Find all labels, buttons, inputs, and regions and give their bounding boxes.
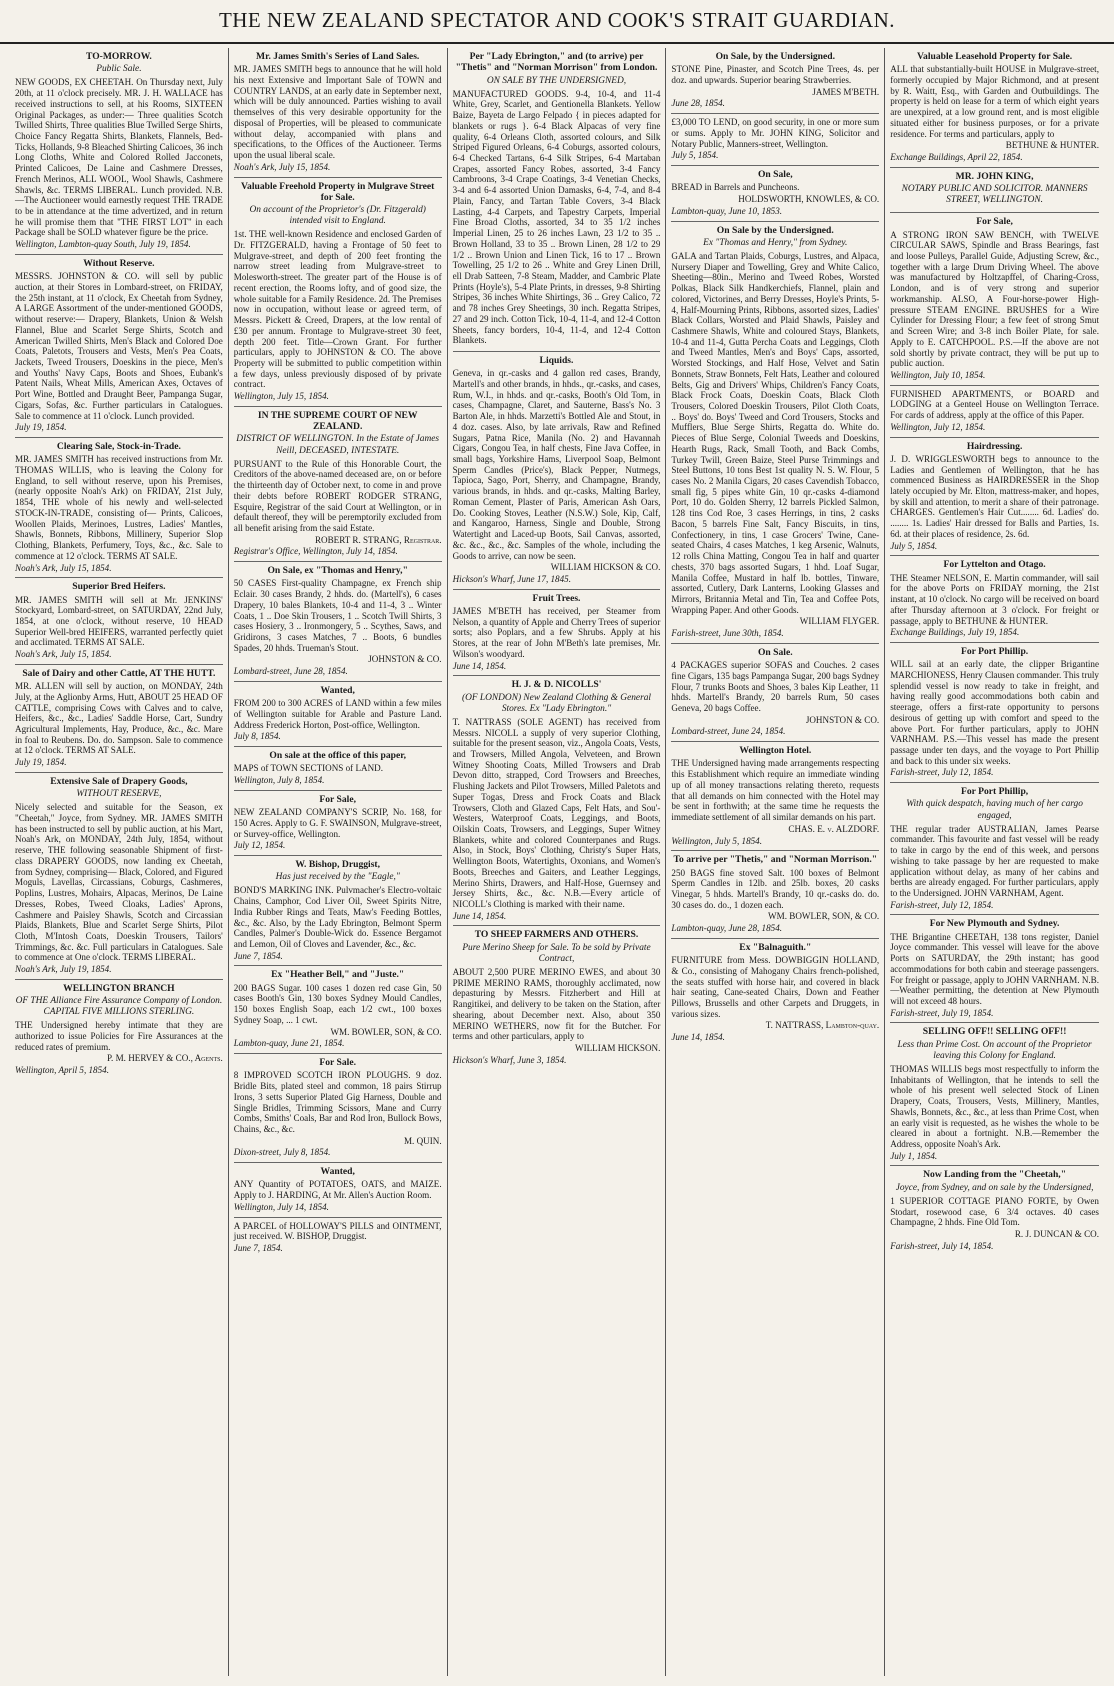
ad-subheading: Joyce, from Sydney, and on sale by the Undersigned, bbox=[895, 1182, 1094, 1193]
advertisement bbox=[890, 643, 1099, 783]
advertisement bbox=[890, 438, 1099, 557]
ad-dateline: July 12, 1854. bbox=[233, 840, 286, 851]
ad-dateline: July 8, 1854. bbox=[233, 731, 281, 742]
ad-dateline: Noah's Ark, July 15, 1854. bbox=[233, 161, 331, 172]
column-2 bbox=[229, 48, 448, 1676]
ad-dateline: July 1, 1854. bbox=[890, 1150, 938, 1161]
advertisement bbox=[890, 168, 1099, 214]
ad-signature: R. J. DUNCAN & CO. bbox=[1014, 1229, 1099, 1239]
advertisement bbox=[890, 1023, 1099, 1166]
ad-heading: For Lyttelton and Otago. bbox=[943, 559, 1046, 571]
advertisement bbox=[671, 222, 879, 644]
ad-body: THE Undersigned hereby intimate that they are authorized to issue Policies for Fire Assurances at the reduced rates of premium. bbox=[15, 1020, 223, 1052]
ad-heading: On Sale by the Undersigned. bbox=[716, 224, 834, 236]
ad-heading: W. Bishop, Druggist, bbox=[295, 859, 381, 870]
ad-subheading: OF THE Alliance Fire Assurance Company of London. CAPITAL FIVE MILLIONS STERLING. bbox=[15, 996, 223, 1018]
ad-body: THE Steamer NELSON, E. Martin commander, will sail for the above Ports on FRIDAY morning, the 21st instant, at 10 o'clock. No cargo will be received on board after Thursday afternoon at 3 o'clock. For freight or passage, apply to BETHUNE & HUNTER. bbox=[890, 572, 1099, 626]
advertisement bbox=[671, 48, 879, 114]
ad-dateline: June 7, 1854. bbox=[233, 950, 283, 961]
ad-dateline: June 14, 1854. bbox=[671, 1032, 725, 1043]
ad-subheading: DISTRICT OF WELLINGTON. In the Estate of James Neill, DECEASED, INTESTATE. bbox=[236, 434, 440, 456]
ad-dateline: Wellington, Lambton-quay South, July 19, 1854. bbox=[15, 239, 191, 250]
ad-dateline: Exchange Buildings, July 19, 1854. bbox=[890, 627, 1020, 638]
ad-body: MAPS of TOWN SECTIONS of LAND. bbox=[233, 763, 384, 774]
advertisement bbox=[671, 114, 879, 166]
ad-dateline: Lambton-quay, June 10, 1853. bbox=[671, 205, 783, 216]
ad-dateline: Farish-street, July 12, 1854. bbox=[890, 767, 994, 778]
ad-heading: For Sale, bbox=[319, 793, 356, 805]
advertisement bbox=[453, 48, 661, 352]
advertisement-columns bbox=[10, 48, 1104, 1676]
ad-dateline: Lambton-quay, June 28, 1854. bbox=[671, 923, 783, 934]
ad-dateline: July 5, 1854. bbox=[890, 540, 938, 551]
ad-body: NEW GOODS, EX CHEETAH. On Thursday next, July 20th, at 11 o'clock precisely. MR. J. H. WALLACE has received instructions to sell, at his Rooms, SIXTEEN Original Packages, as under:— Three qualities Scotch Twilled Shirts, Three qualities Blue Twilled Serge Shirts, Choice Fancy Regatta Shirts, Blankets, Flannels, Bed-Ticks, Hollands, 9-8 Bleached Shirting Calicoes, 36 inch Long Cloths, White and Colored Rolled Jacconets, Printed Calicoes, De Laine and Cashmere Dresses, French Merinos, ALL WOOL, Wool Shawls, Cashmere Shawls, &c. TERMS LIBERAL. Lunch provided. N.B.—The Auctioneer would earnestly request THE TRADE to be in attendance at the time advertized, and in return he will promise them that "THE FIRST LOT" in each Package shall be SOLD whatever figure be the price. bbox=[15, 77, 223, 238]
ad-dateline: Wellington, July 15, 1854. bbox=[233, 391, 329, 402]
ad-heading: On Sale, ex "Thomas and Henry," bbox=[267, 565, 408, 577]
advertisement bbox=[15, 980, 223, 1080]
ad-heading: Ex "Balnaguith." bbox=[739, 941, 812, 953]
advertisement bbox=[15, 665, 223, 773]
ad-body: NEW ZEALAND COMPANY'S SCRIP, No. 168, for 150 Acres. Apply to G. F. SWAINSON, Mulgrave-street, or Survey-office, Wellington. bbox=[233, 807, 442, 839]
ad-heading: To arrive per "Thetis," and "Norman Morrison." bbox=[673, 854, 878, 866]
ad-body: STONE Pine, Pinaster, and Scotch Pine Trees, 4s. per doz. and upwards. Superior bearing Strawberries. bbox=[671, 64, 880, 86]
advertisement bbox=[453, 676, 661, 926]
column-3 bbox=[448, 48, 667, 1676]
ad-heading: On sale at the office of this paper, bbox=[269, 750, 406, 762]
ad-body: J. D. WRIGGLESWORTH begs to announce to the Ladies and Gentlemen of Wellington, that he has commenced Business as HAIRDRESSER in the Shop lately occupied by Mr. Elton, mattress-maker, and hopes, by skill and attention, to merit a share of their patronage. CHARGES. Gentlemen's Hair Cut........ 6d. Ladies' do. ........ 1s. Ladies' Hair dressed for Balls and Parties, 1s. 6d. at their places of residence, 2s. 6d. bbox=[890, 453, 1099, 539]
advertisement bbox=[890, 556, 1099, 643]
ad-heading: Clearing Sale, Stock-in-Trade. bbox=[56, 441, 181, 452]
ad-body: THOMAS WILLIS begs most respectfully to inform the Inhabitants of Wellington, that he intends to sell the whole of his present well selected Stock of Linen Drapery, Coats, Trousers, Vests, Millinery, Mantles, Shawls, Bonnets, &c., &c., at less than Prime Cost, when an early visit is requested, as he wishes the whole to be cleared in about a fortnight. N.B.—Remember the Address, opposite Noah's Ark. bbox=[890, 1063, 1099, 1149]
advertisement bbox=[890, 386, 1099, 438]
ad-heading: WELLINGTON BRANCH bbox=[63, 982, 175, 994]
masthead bbox=[0, 0, 1114, 44]
ad-signature: CHAS. E. v. ALZDORF. bbox=[788, 823, 880, 834]
ad-body: MR. JAMES SMITH begs to announce that he will hold his next Extensive and Important Sale of TOWN and COUNTRY LANDS, at an early date in September next, which will be duly announced. Parties wishing to avail themselves of this very desirable opportunity for the disposal of Properties, will be pleased to communicate without delay, accompanied with plans and specifications, to the Offices of the Auctioneer. Terms upon the usual liberal scale. bbox=[233, 64, 442, 161]
ad-heading: Sale of Dairy and other Cattle, AT THE HUTT. bbox=[22, 667, 216, 679]
newspaper-title: THE NEW ZEALAND SPECTATOR AND COOK'S STRAIT GUARDIAN. bbox=[218, 8, 896, 32]
ad-body: MR. JAMES SMITH will sell at Mr. JENKINS' Stockyard, Lombard-street, on SATURDAY, 22nd July, 1854, at one o'clock, without reserve, 10 HEAD Superior Well-bred HEIFERS, warranted perfectly quiet and acclimated. TERMS AT SALE. bbox=[15, 594, 223, 648]
ad-body: FROM 200 to 300 ACRES of LAND within a few miles of Wellington suitable for Arable and Pasture Land. Address Frederick Horton, Post-office, Wellington. bbox=[233, 698, 442, 730]
ad-dateline: Hickson's Wharf, June 17, 1845. bbox=[452, 573, 571, 584]
ad-subheading: NOTARY PUBLIC AND SOLICITOR. MANNERS STREET, WELLINGTON. bbox=[901, 184, 1088, 206]
advertisement bbox=[671, 742, 879, 851]
advertisement bbox=[890, 783, 1099, 915]
ad-body: 4 PACKAGES superior SOFAS and Couches. 2 cases fine Cigars, 135 bags Pampanga Sugar, 200 bags Sydney Flour, 7 trunks Boots and Shoes, 3 bales Kip Leather, 11 hhds. Martell's Brandy, 20 barrels Rum, 50 cases Geneva, 20 bags Coffee. bbox=[671, 660, 880, 713]
ad-heading: H. J. & D. NICOLLS' bbox=[511, 679, 602, 691]
ad-dateline: Registrar's Office, Wellington, July 14, 1854. bbox=[233, 546, 398, 557]
ad-signature: M. QUIN. bbox=[403, 1135, 442, 1146]
ad-heading: Per "Lady Ebrington," and (to arrive) per "Thetis" and "Norman Morrison" from London. bbox=[455, 51, 658, 74]
ad-dateline: Wellington, July 10, 1854. bbox=[890, 369, 986, 380]
ad-dateline: Exchange Buildings, April 22, 1854. bbox=[890, 152, 1023, 163]
ad-signature: WILLIAM HICKSON. bbox=[575, 1042, 661, 1053]
ad-signature: WM. BOWLER, SON, & CO. bbox=[768, 911, 880, 922]
ad-heading: MR. JOHN KING, bbox=[955, 170, 1034, 182]
ad-subheading: Public Sale. bbox=[96, 64, 142, 75]
advertisement bbox=[15, 773, 223, 980]
ad-heading: Valuable Freehold Property in Mulgrave Street for Sale. bbox=[241, 180, 435, 203]
advertisement bbox=[671, 939, 879, 1047]
ad-dateline: July 5, 1854. bbox=[671, 150, 719, 161]
ad-heading: Without Reserve. bbox=[83, 257, 155, 269]
ad-subheading: Has just received by the "Eagle," bbox=[275, 872, 400, 883]
advertisement bbox=[234, 1218, 442, 1258]
ad-heading: On Sale, bbox=[757, 169, 793, 181]
ad-body: GALA and Tartan Plaids, Coburgs, Lustres, and Alpaca, Nursery Diaper and Towelling, Grey and White Calico, Sheeting—80in., Merino and Tweed Robes, Worsted Polkas, Black Silk Handkerchiefs, Flannel, plain and colored, Victorines, and Berry Dresses, Hoyle's Prints, 5-4, Half-Mourning Prints, Ribbons, assorted sizes, Ladies' Black Collars, Worsted and Plaid Shawls, Paisley and Cashmere Shawls, White and coloured Stays, Blankets, 10-4 and 11-4, Gutta Percha Coats and Leggings, Cloth and Tweed Mantles, Men's and Boys' Caps, assorted, Worsted Stockings, and Half Hose, Velvet and Satin Bonnets, Straw Bonnets, Felt Hats, Leather and coloured Belts, Gig and Drivers' Whips, Children's Fancy Coats, Black Frock Coats, Doeskin Coats, Black Cloth Trousers, Colored Doeskin Trousers, Pilot Cloth Coats, .. Boys' do. Boys' Tweed and Cord Trousers, Stocks and Mufflers, Blue Serge Shirts, Regatta do. White do. Pieces of Blue Serge, Colonial Tweeds and Doeskins, Hearth Rugs, Rack, Small Tooth, and Back Combs, Turkey Twill, Green Baize, Steel Purse Trimmings and Steel Buttons, 10 tons Best 1st quality N. S. W. Flour, 5 cases No. 2 Manila Cigars, 20 cases Cavendish Tobacco, small fig, 5 pipes white Gin, 10 qr.-casks 4-diamond Port, 10 do. Golden Sherry, 12 barrels Pickled Salmon, 128 tins Cod Roe, 3 cases Herrings, in tins, 2 casks Bacon, 5 barrels Fine Salt, Fancy Biscuits, in tins, Confectionery, in tins, 1 case Grocers' Twine, Cane-seated Chairs, 4 cases Matches, 1 keg Arsenic, Walnuts, 12 rolls China Matting, Congou Tea in half and quarter chests, 370 bags assorted Sugars, 1 hhd. Loaf Sugar, Manila Coffee, Mustard in half lb. bottles, Tinware, assorted, Cutlery, Dark Lanterns, Looking Glasses and Mirrors, Britannia Metal and Tin, Tea and Coffee Pots, Wrapping Paper. And other Goods. bbox=[671, 250, 880, 615]
ad-dateline: Wellington, July 5, 1854. bbox=[671, 835, 762, 846]
advertisement bbox=[234, 178, 442, 407]
ad-heading: Liquids. bbox=[539, 354, 574, 366]
advertisement bbox=[234, 562, 442, 682]
advertisement bbox=[671, 166, 879, 221]
ad-subheading: ON SALE BY THE UNDERSIGNED, bbox=[486, 75, 627, 86]
ad-body: BOND'S MARKING INK. Pulvmacher's Electro-voltaic Chains, Camphor, Cod Liver Oil, Sweet Spirits Nitre, India Rubber Rings and Teats, Maw's Feeding Bottles, &c., &c. Also, by the Lady Ebrington, Belmont Sperm Candles, Palmer's Double-Wick do. Essence Bergamot and Lemon, Oil of Cloves and Lavender, &c., &c. bbox=[233, 885, 442, 949]
ad-dateline: Farish-street, June 30th, 1854. bbox=[671, 628, 784, 639]
ad-body: ANY Quantity of POTATOES, OATS, and MAIZE. Apply to J. HARDING, At Mr. Allen's Auction Room. bbox=[233, 1179, 442, 1201]
ad-dateline: Wellington, April 5, 1854. bbox=[15, 1065, 109, 1076]
ad-signature: WILLIAM FLYGER. bbox=[799, 616, 880, 627]
ad-heading: Wellington Hotel. bbox=[739, 745, 812, 757]
ad-subheading: With quick despatch, having much of her cargo engaged, bbox=[906, 799, 1083, 821]
ad-heading: Fruit Trees. bbox=[532, 592, 581, 604]
ad-body: THE regular trader AUSTRALIAN, James Pearse commander. This favourite and fast vessel will be ready to take in cargo by the end of this week, and persons wishing to take passage by her are requested to make application without delay, as many of her cabins and berths are already engaged. For further particulars, apply to the Undersigned. JOHN VARNHAM, Agent. bbox=[890, 823, 1099, 898]
ad-dateline: Lombard-street, June 24, 1854. bbox=[671, 726, 786, 737]
ad-heading: For New Plymouth and Sydney. bbox=[929, 918, 1060, 930]
ad-body: 250 BAGS fine stoved Salt. 100 boxes of Belmont Sperm Candles in 12lb. and 25lb. boxes, 20 casks Vinegar, 5 hhds. Martell's Brandy, 10 qr.-casks do. do. 30 cases do. do., 1 dozen each. bbox=[671, 867, 880, 910]
ad-heading: Wanted, bbox=[320, 684, 355, 696]
ad-body: A PARCEL of HOLLOWAY'S PILLS and OINTMENT, just received. W. BISHOP, Druggist. bbox=[233, 1220, 442, 1242]
ad-heading: For Sale. bbox=[319, 1057, 356, 1069]
ad-heading: Now Landing from the "Cheetah," bbox=[923, 1169, 1067, 1181]
advertisement bbox=[15, 48, 223, 255]
ad-heading: SELLING OFF!! SELLING OFF!! bbox=[922, 1026, 1067, 1038]
ad-heading: Wanted, bbox=[320, 1166, 355, 1178]
ad-body: Geneva, in qr.-casks and 4 gallon red cases, Brandy, Martell's and other brands, in hhds., qr.-casks, and cases, Rum, W.I., in hhds. and qr.-casks, Booth's Old Tom, in cases, Champagne, Claret, and Sauterne, Bass's No. 3 Barton Ale, in hhds. Marzetti's Bottled Ale and Stout, in 4 doz. cases. Also, by late arrivals, Raw and Refined Sugars, Patna Rice, Manila (No. 2) and Havannah Cigars, Congou Tea, in half chests, Fine Java Coffee, in small bags, Yorkshire Hams, Liverpool Soap, Belmont Sperm Candles (Price's), Black Pepper, Nutmegs, Tapioca, Sago, Port, Sherry, and Champagne, Brandy, various brands, in hhds. and qr.-casks, Malting Barley, Roman Cement, Plaster of Paris, American Ash Oars, Do. Cooking Stoves, Leather (N.S.W.) Sole, Kip, Calf, and Kangaroo, Harness, Single and Double, Strong Watertight and Laced-up Boots, Sail Canvas, assorted, &c. &c., &c., &c. Samples of the whole, including the Goods to arrive, can now be seen. bbox=[452, 368, 661, 561]
ad-dateline: Wellington, July 14, 1854. bbox=[233, 1201, 329, 1212]
ad-dateline: Wellington, July 8, 1854. bbox=[233, 775, 325, 786]
ad-signature: T. NATTRASS, Lambton-quay. bbox=[765, 1020, 880, 1031]
advertisement bbox=[453, 926, 661, 1069]
ad-heading: For Port Phillip. bbox=[960, 645, 1029, 657]
ad-heading: On Sale. bbox=[757, 646, 793, 658]
advertisement bbox=[890, 915, 1099, 1023]
advertisement bbox=[890, 213, 1099, 385]
ad-dateline: June 14, 1854. bbox=[452, 910, 507, 921]
ad-body: 1st. THE well-known Residence and enclosed Garden of Dr. FITZGERALD, having a Frontage of 50 feet to Mulgrave-street, and depth of 200 feet fronting the narrow street leading from Mulgrave-street to Molesworth-street. The greater part of the House is of recent erection, the Rooms lofty, and of good size, the whole suitable for a Family Residence. 2d. The Premises now in occupation, without lease or agreed term, of Messrs. Pickett & Creed, Drapers, at the low rental of £30 per annum. Frontage to Mulgrave-street 30 feet, depth 200 feet. Title—Crown Grant. For further particulars, apply to JOHNSTON & CO. The above Property will be submitted to public competition within a few days, unless previously disposed of by private contract. bbox=[233, 229, 442, 390]
advertisement bbox=[234, 856, 442, 966]
ad-dateline: Noah's Ark, July 15, 1854. bbox=[15, 649, 112, 660]
ad-dateline: June 28, 1854. bbox=[671, 98, 725, 109]
advertisement bbox=[15, 255, 223, 438]
ad-body: MANUFACTURED GOODS. 9-4, 10-4, and 11-4 White, Grey, Scarlet, and Gentionella Blankets. Yellow Baize, Bayeta de Largo Felpado { in pieces adapted for blankets or rugs }. 6-4 Black Alpacas of very fine quality, 6-4 Orleans Cloth, assorted colours, and Silk Striped Figured Orleans, 6-4 Coburgs, assorted colours, 6-4 Checked Tartans, 6-4 Silk Stripes, 6-4 Martaban Crapes, assorted Fancy Robes, assorted, 3-4 Fancy Cambroons, 3-4 Crape Coatings, 3-4 Venetian Checks, 3-4 and 6-4 assorted Union Damasks, 6-4, 7-4, and 8-4 Plain, Fancy, and Tartan Table Covers, 3-4 Black Lasting, 4-4 Carpets, and Tapestry Carpets, Imperial Fine Broad Cloths, assorted, 34 to 35 1/2 inches Imperial Linen, 25 to 26 inches Lawn, 23 1/2 to 35 .. Brown Holland, 33 to 35 .. Brown Linen, 28 1/2 to 29 1/2 .. Brown Union and Linen Tick, 16 to 17 .. Brown Towelling, 25 1/2 to 26 .. White and Grey Linen Drill, ell Drab Satteen, 7-8 Steam, Madder, and Cambric Plate Prints (Hoyle's), 5-4 Plate Prints, in dresses, 9-8 Shirting Stripes, 36 inches White Shirtings, 36 .. Grey Calico, 72 and 78 inches Grey Sheetings, 30 inch. Regatta Stripes, 27 and 29 inch. Cotton Tick, 10-4, 11-4, and 12-4 Cotton Sheets, fancy borders, 10-4, 11-4, and 12-4 Cotton Blankets. bbox=[452, 88, 661, 346]
ad-subheading: Ex "Thomas and Henry," from Sydney. bbox=[703, 237, 848, 248]
advertisement bbox=[234, 407, 442, 562]
advertisement bbox=[234, 682, 442, 747]
ad-body: 50 CASES First-quality Champagne, ex French ship Eclair. 30 cases Brandy, 2 hhds. do. (Martell's), 6 cases Drapery, 10 bales Blankets, 10-4 and 11-4, 3 .. Winter Coats, 1 .. Doe Skin Trousers, 1 .. Scotch Twill Shirts, 3 cases Hosiery, 3 .. Ironmongery, 5 .. Scythes, Saws, and Gridirons, 3 cases Matches, 7 .. Boots, 6 bundles Spades, 20 hhds. Trueman's Stout. bbox=[233, 578, 442, 653]
ad-subheading: (OF LONDON) New Zealand Clothing & General Stores. Ex "Lady Ebrington." bbox=[461, 692, 652, 714]
ad-heading: Ex "Heather Bell," and "Juste." bbox=[271, 969, 405, 981]
advertisement bbox=[234, 791, 442, 856]
advertisement bbox=[671, 851, 879, 939]
ad-body: T. NATTRASS (SOLE AGENT) has received from Messrs. NICOLL a supply of very superior Clothing, suitable for the present season, viz., Angola Coats, Vests, and Trowsers, Milled Angola, Velveteen, and Brown Witney Shooting Coats, Milled Trowsers and Drab Devon ditto, strapped, Cord Trowsers and Breeches, Flushing Jackets and Pilot Trowsers, Milled Paletots and Super Togas, Dress and Frock Coats and Black Trowsers, Cloth and Glazed Caps, Felt Hats, and Sou'-Westers, Waterproof Coats, Leggings, and Boots, Oilskin Coats, Trowsers, and Leggings, Super Witney Blankets, white and colored Counterpanes and Rugs. Also, in Stock, Boys' Clothing, Christy's Super Hats, Wellington Boots, Watertights, Oxonians, and Women's Boots, Breeches and Gaiters, and Leather Leggings, Merino Shirts, Drawers, and Half-Hose, Guernsey and Jersey Shirts, &c., &c. N.B.—Every article of NICOLL's Clothing is marked with their name. bbox=[452, 716, 661, 909]
ad-body: MESSRS. JOHNSTON & CO. will sell by public auction, at their Stores in Lombard-street, on FRIDAY, the 25th instant, at 11 o'clock, Ex Cheetah from Sydney, A LARGE Assortment of the under-mentioned GOODS, without reserve:— Drapery, Blankets, Union & Welsh Flannel, Blue and Scarlet Serge Shirts, Scotch and American Twilled Shirts, Men's Black and Colored Doe Coats, Paletots, Trousers and Vests, Men's Pea Coats, Jackets, Tweed Trousers, Doeskins in the piece, Men's and Youths' Navy Caps, Boots and Shoes, Eubank's Patent Nails, Wheat Mills, American Axes, Octaves of Port Wine, Bottled and Draught Beer, Pampanga Sugar, Cigars, Sofas, &c. Further particulars in Catalogues. Sale to commence at 11 o'clock. Lunch provided. bbox=[15, 271, 223, 421]
advertisement bbox=[890, 48, 1099, 168]
ad-heading: Extensive Sale of Drapery Goods, bbox=[50, 775, 188, 787]
ad-body: 200 BAGS Sugar. 100 cases 1 dozen red case Gin, 50 cases Booth's Gin, 130 boxes Sydney Mould Candles, 150 boxes English Soap, each 1/2 cwt., 100 boxes Sydney Soap, ... 1 cwt. bbox=[233, 982, 442, 1025]
ad-heading: For Sale, bbox=[976, 216, 1013, 228]
ad-body: £3,000 TO LEND, on good security, in one or more sum or sums. Apply to Mr. JOHN KING, Solicitor and Notary Public, Manners-street, Wellington. bbox=[671, 117, 880, 149]
column-4 bbox=[666, 48, 885, 1676]
ad-signature: ROBERT R. STRANG, Registrar. bbox=[314, 534, 442, 545]
ad-dateline: Farish-street, July 14, 1854. bbox=[890, 1240, 994, 1251]
advertisement bbox=[234, 966, 442, 1054]
ad-body: THE Brigantine CHEETAH, 138 tons register, Daniel Joyce commander. This vessel will leave for the above Ports on SATURDAY, the 29th instant; has good accommodations for both cabin and steerage passengers. For freight or passage, apply to JOHN VARNHAM. N.B.—Weather permitting, the detention at New Plymouth will not exceed 48 hours. bbox=[890, 931, 1099, 1007]
ad-body: ALL that substantially-built HOUSE in Mulgrave-street, formerly occupied by Major Richmond, and at present by R. Waitt, Esq., with Garden and Outbuildings. The property is held on lease for a term of which eight years are unexpired, at a low ground rent, and is most eligible situated either for business purposes, or for a private residence. For terms and particulars, apply to bbox=[890, 64, 1099, 139]
ad-dateline: June 7, 1854. bbox=[233, 1243, 283, 1254]
ad-heading: TO-MORROW. bbox=[85, 51, 152, 62]
ad-heading: For Port Phillip, bbox=[960, 786, 1029, 798]
ad-body: 1 SUPERIOR COTTAGE PIANO FORTE, by Owen Stodart, rosewood case, 6 3/4 octaves. 40 cases Champagne, 2 hhds. Fine Old Tom. bbox=[890, 1195, 1099, 1228]
ad-dateline: Noah's Ark, July 15, 1854. bbox=[15, 562, 112, 573]
ad-signature: WILLIAM HICKSON & CO. bbox=[550, 562, 661, 573]
ad-heading: Mr. James Smith's Series of Land Sales. bbox=[256, 51, 420, 62]
ad-heading: Hairdressing. bbox=[966, 440, 1023, 452]
ad-heading: On Sale, by the Undersigned. bbox=[715, 51, 835, 62]
ad-subheading: On account of the Proprietor's (Dr. Fitzgerald) intended visit to England. bbox=[249, 205, 426, 227]
ad-dateline: Hickson's Wharf, June 3, 1854. bbox=[452, 1054, 567, 1065]
ad-body: MR. JAMES SMITH has received instructions from Mr. THOMAS WILLIS, who is leaving the Colony for England, to sell without reserve, upon his Premises, (nearly opposite Noah's Ark) on FRIDAY, 21st July, 1854, THE whole of his newly and well-selected STOCK-IN-TRADE, consisting of— Prints, Calicoes, Woollen Plaids, Merinoes, Lustres, Ladies' Mantles, Shawls, Bonnets, Ribbons, Millinery, Superior Slop Clothing, Blankets, Perfumery, Toys, &c., &c. Sale to commence at 12 o'clock. TERMS AT SALE. bbox=[15, 454, 223, 561]
ad-signature: JAMES M'BETH. bbox=[812, 86, 880, 97]
advertisement bbox=[234, 48, 442, 178]
ad-dateline: Lombard-street, June 28, 1854. bbox=[233, 666, 348, 677]
ad-body: FURNITURE from Mess. DOWBIGGIN HOLLAND, & Co., consisting of Mahogany Chairs french-polished, the seats stuffed with horse hair, and covered in black hair seating, Cane-seated Chairs, Down and Feather Pillows, Brussells and other Carpets and Druggets, in various sizes. bbox=[671, 955, 880, 1019]
ad-signature: HOLDSWORTH, KNOWLES, & CO. bbox=[738, 194, 880, 205]
column-1 bbox=[10, 48, 229, 1676]
ad-heading: Valuable Leasehold Property for Sale. bbox=[916, 51, 1073, 62]
ad-body: Nicely selected and suitable for the Season, ex "Cheetah," Joyce, from Sydney. MR. JAMES SMITH has been instructed to sell by public auction, at his Mart, Noah's Ark, on MONDAY, 24th July, 1854, without reserve, THE following seasonable Shipment of first-class DRAPERY GOODS, now landing ex Cheetah, from Sydney, comprising— Black, Colored, and Figured Moguls, Lavellas, Circassians, Coburgs, Cashmeres, Poplins, Lustres, Mohairs, Alpacas, Merinos, De Laine Dresses, Robes, Tweed Cloaks, Ladies' Aprons, Cashmere and Paisley Shawls, Scotch and Circassian Plaids, Blankets, Blue and Scarlet Serge Shirts, Pilot Cloth, M'Intosh Coats, Doeskin Trousers, Tailors' Trimmings, &c. &c. Full particulars in Catalogues. Sale to commence at One o'clock. TERMS LIBERAL. bbox=[15, 802, 223, 963]
ad-signature: JOHNSTON & CO. bbox=[805, 714, 880, 725]
ad-body: ABOUT 2,500 PURE MERINO EWES, and about 30 PRIME MERINO RAMS, thoroughly acclimated, now depasturing by Messrs. Fitzherbert and Hill at Rangitikei, and delivery to be taken on the Station, after shearing, about December next. Also, about 350 MERINO WETHERS, now fit for the Butcher. For terms and other particulars, apply to bbox=[452, 966, 661, 1042]
ad-dateline: July 19, 1854. bbox=[15, 757, 67, 768]
ad-dateline: Farish-street, July 12, 1854. bbox=[890, 899, 994, 910]
ad-subheading: WITHOUT RESERVE, bbox=[76, 789, 162, 800]
ad-body: JAMES M'BETH has received, per Steamer from Nelson, a quantity of Apple and Cherry Trees of superior sorts; also Poplars, and a few Shrubs. Apply at his Stores, at the rear of John M'Beth's late premises, Mr. Wilson's woodyard. bbox=[452, 605, 661, 659]
ad-body: FURNISHED APARTMENTS, or BOARD and LODGING at a Genteel House on Wellington Terrace. For cards of address, apply at the office of this Paper. bbox=[890, 388, 1099, 421]
ad-dateline: June 14, 1854. bbox=[452, 660, 507, 671]
advertisement bbox=[234, 747, 442, 791]
column-5 bbox=[885, 48, 1104, 1676]
ad-signature: P. M. HERVEY & CO., Agents. bbox=[107, 1053, 223, 1064]
ad-subheading: Pure Merino Sheep for Sale. To be sold by Private Contract, bbox=[462, 942, 651, 964]
ad-signature: JOHNSTON & CO. bbox=[368, 654, 442, 665]
ad-heading: Superior Bred Heifers. bbox=[72, 581, 166, 593]
ad-dateline: July 19, 1854. bbox=[15, 422, 67, 433]
advertisement bbox=[453, 590, 661, 677]
ad-dateline: Lambton-quay, June 21, 1854. bbox=[233, 1038, 345, 1049]
advertisement bbox=[453, 352, 661, 590]
advertisement bbox=[671, 644, 879, 742]
ad-body: BREAD in Barrels and Puncheons. bbox=[671, 182, 800, 193]
ad-heading: IN THE SUPREME COURT OF NEW ZEALAND. bbox=[257, 409, 418, 433]
ad-body: THE Undersigned having made arrangements respecting this Establishment which require an immediate winding up of all money transactions relating thereto, requests that all demands on him connected with the Hotel may be sent in forthwith; at the same time he requests the immediate settlement of all similar demands on his part. bbox=[671, 758, 880, 823]
advertisement bbox=[15, 438, 223, 578]
advertisement bbox=[890, 1166, 1099, 1255]
advertisement bbox=[15, 578, 223, 665]
ad-body: A STRONG IRON SAW BENCH, with TWELVE CIRCULAR SAWS, Spindle and Brass Bearings, fast and loose Pulleys, Parallel Guide, Adjusting Screw, &c., together with a large Drum Driving Wheel. The above was manufactured by Holtzapffel, of Charing-Cross, London, and is of very strong and superior workmanship. ALSO, A Four-horse-power High-pressure STEAM ENGINE. BRUSHES for a Wire Cylinder for Dressing Flour; a few feet of strong Smut and Screen Wire; and 3-8 inch Boiler Plate, for sale. Apply to E. CATCHPOOL. P.S.—If the above are not sold shortly by private contract, they will be put up to public auction. bbox=[890, 229, 1099, 369]
ad-heading: TO SHEEP FARMERS AND OTHERS. bbox=[474, 929, 639, 941]
ad-dateline: Noah's Ark, July 19, 1854. bbox=[15, 964, 112, 975]
ad-body: 8 IMPROVED SCOTCH IRON PLOUGHS. 9 doz. Bridle Bits, plated steel and common, 18 pairs Stirrup Irons, 3 setts Superior Plated Gig Harness, Double and Single Bridles, Trimming Scissors, Mane and Curry Combs, Smiths' Coals, Bar and Rod Iron, Bullock Bows, Chains, &c., &c. bbox=[233, 1070, 442, 1134]
ad-body: MR. ALLEN will sell by auction, on MONDAY, 24th July, at the Aglionby Arms, Hutt, ABOUT 25 HEAD OF CATTLE, comprising Cows with Calves and to calve, Heifers, &c., &c., Ladies' Saddle Horse, Cart, Sundry Agricultural Implements, Hay, Produce, &c., &c. Mare in foal to Reubens. Do. do. Sampson. Sale to commence at 12 o'clock. TERMS AT SALE. bbox=[15, 681, 223, 756]
advertisement bbox=[234, 1163, 442, 1217]
advertisement bbox=[234, 1054, 442, 1163]
ad-body: WILL sail at an early date, the clipper Brigantine MARCHIONESS, Henry Clausen commander. This truly splendid vessel is now ready to take in freight, and having really good accommodations both cabin and steerage, offers a first-rate opportunity to persons desirous of getting up with comfort and speed to the above Port. For further particulars, apply to JOHN VARNHAM. P.S.—This vessel has made the present passage under ten days, and the voyage to Port Phillip and back to this under six weeks. bbox=[890, 659, 1099, 766]
ad-subheading: Less than Prime Cost. On account of the Proprietor leaving this Colony for England. bbox=[897, 1039, 1092, 1061]
ad-dateline: Wellington, July 12, 1854. bbox=[890, 421, 986, 432]
ad-signature: BETHUNE & HUNTER. bbox=[1005, 140, 1099, 151]
ad-signature: WM. BOWLER, SON, & CO. bbox=[330, 1026, 442, 1037]
ad-dateline: Dixon-street, July 8, 1854. bbox=[233, 1147, 331, 1158]
ad-body: PURSUANT to the Rule of this Honorable Court, the Creditors of the above-named deceased are, on or before the thirteenth day of October next, to come in and prove their debts before ROBERT RODGER STRANG, Esquire, Registrar of the said Court at Wellington, or in default thereof, they will be peremptorily excluded from all benefit arising from the said Estate. bbox=[233, 458, 442, 533]
ad-dateline: Farish-street, July 19, 1854. bbox=[890, 1007, 994, 1018]
